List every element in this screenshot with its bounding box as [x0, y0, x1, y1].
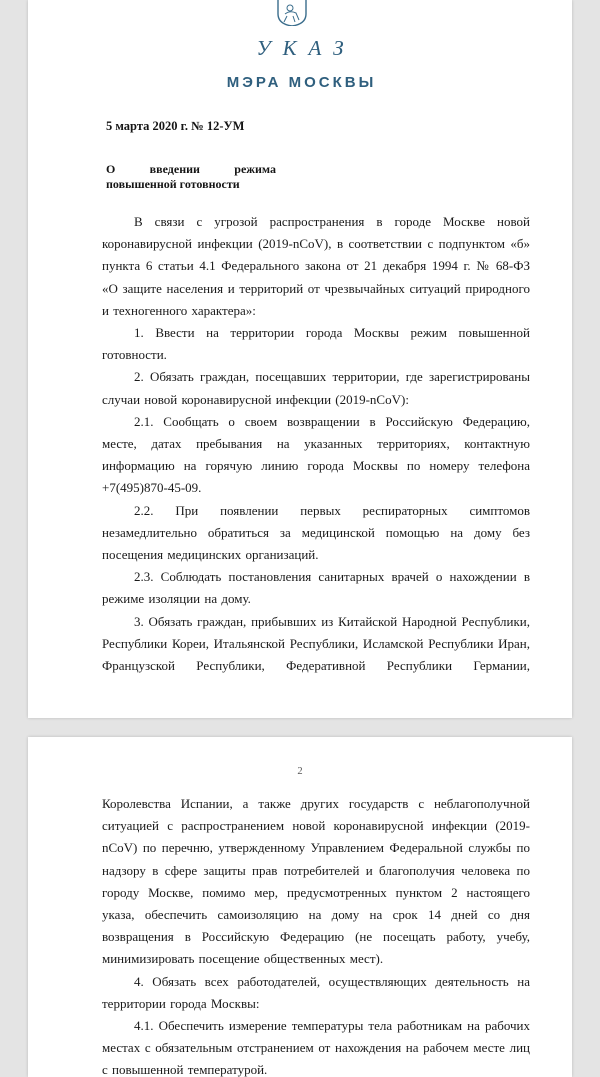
- paragraph-preamble: В связи с угрозой распространения в городе Москве новой коронавирусной инфекции (2019-nCoV), в соответствии с подпунктом «б» пункта 6 статьи 4.1 Федерального закона от 21 декабря 1994 г. № 68-ФЗ «О защите населения и территорий от чрезвычайных ситуаций природного и техногенного характера»:: [102, 214, 530, 318]
- subject-line-1: [106, 162, 276, 177]
- paragraph-item-3: 3. Обязать граждан, прибывших из Китайской Народной Республики, Республики Кореи, Итальянской Республики, Исламской Республики Иран, Французской Республики, Федеративной Республики Германии,: [102, 613, 530, 674]
- page-number: 2: [297, 766, 303, 777]
- decree-title: УКАЗ: [256, 36, 356, 60]
- decree-issuer: МЭРА МОСКВЫ: [226, 74, 377, 91]
- decree-body-page-2: [102, 793, 530, 1077]
- paragraph-item-2-3: 2.3. Соблюдать постановления санитарных врачей о нахождении в режиме изоляции на дому.: [102, 569, 530, 607]
- paragraph-item-2: 2. Обязать граждан, посещавших территории, где зарегистрированы случаи новой коронавирусной инфекции (2019-nCoV):: [102, 369, 530, 407]
- subject-line-2: повышенной готовности: [106, 177, 240, 191]
- document-page-2: [28, 737, 572, 1077]
- document-page-1: [28, 0, 572, 718]
- subject-word: введении: [149, 162, 200, 176]
- subject-word: режима: [234, 162, 276, 176]
- paragraph-item-1: 1. Ввести на территории города Москвы режим повышенной готовности.: [102, 325, 530, 363]
- moscow-coat-of-arms-icon: [275, 0, 309, 26]
- decree-subject: [106, 162, 276, 192]
- paragraph-item-4-1: 4.1. Обеспечить измерение температуры тела работникам на рабочих местах с обязательным отстранением от нахождения на рабочем месте лиц с повышенной температурой.: [102, 1018, 530, 1077]
- paragraph-item-4: 4. Обязать всех работодателей, осуществляющих деятельность на территории города Москвы:: [102, 973, 530, 1011]
- paragraph-item-2-1: 2.1. Сообщать о своем возвращении в Российскую Федерацию, месте, датах пребывания на указанных территориях, контактную информацию на горячую линию города Москвы по номеру телефона +7(495)870-45-09.: [102, 413, 530, 496]
- subject-word: О: [106, 162, 116, 176]
- paragraph-item-2-2: 2.2. При появлении первых респираторных симптомов незамедлительно обратиться за медицинской помощью на дому без посещения медицинских организаций.: [102, 502, 530, 563]
- decree-date-number: 5 марта 2020 г. № 12-УМ: [106, 119, 245, 133]
- paragraph-item-3-continued: Королевства Испании, а также других государств с неблагополучной ситуацией с распространением новой коронавирусной инфекции (2019-nCoV) по перечню, утвержденному Управлением Федеральной службы по надзору в сфере защиты прав потребителей и благополучия человека по городу Москве, помимо мер, предусмотренных пунктом 2 настоящего указа, обеспечить самоизоляцию на дому на срок 14 дней со дня возвращения в Российскую Федерацию (не посещать работу, учебу, минимизировать посещение общественных мест).: [102, 796, 530, 967]
- decree-body-page-1: [102, 211, 530, 677]
